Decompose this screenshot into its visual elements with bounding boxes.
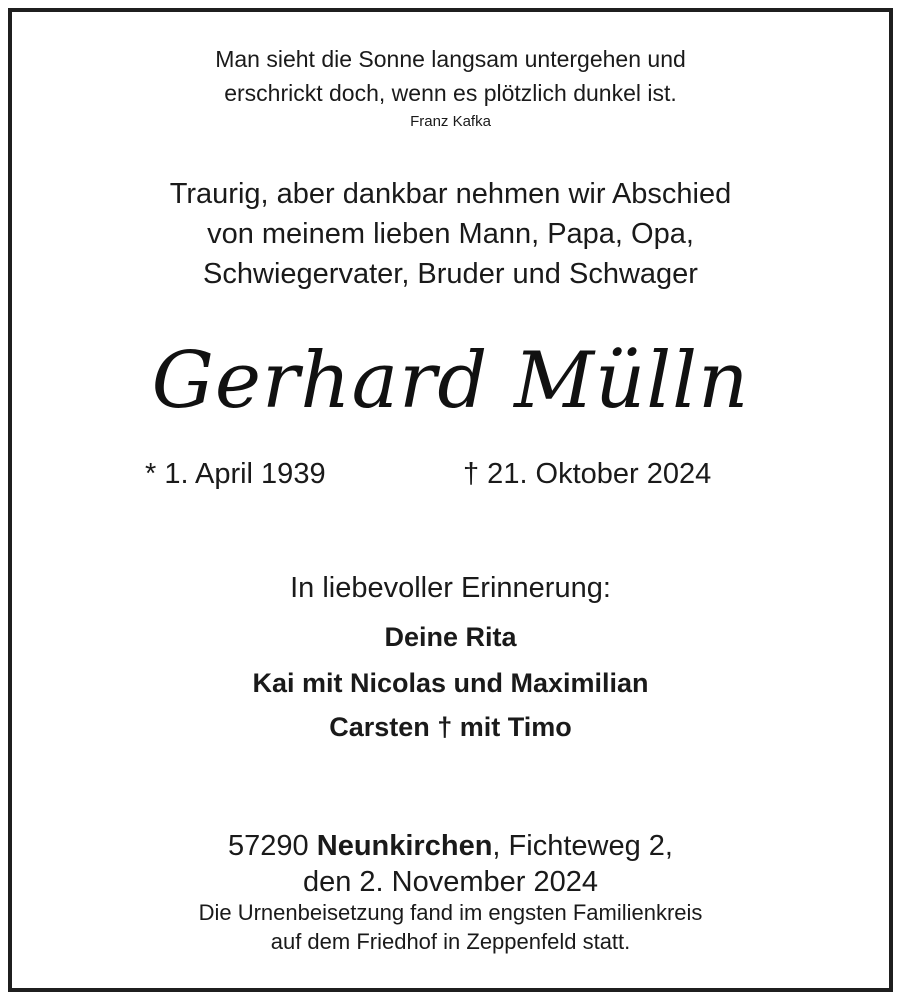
street: , Fichteweg 2,	[492, 830, 673, 862]
address-line	[0, 828, 901, 864]
death-date: † 21. Oktober 2024	[463, 458, 712, 490]
quote-author: Franz Kafka	[410, 113, 491, 130]
kafka-quote	[0, 42, 901, 110]
mourner-line: Deine Rita	[384, 622, 517, 652]
mourner-line: Carsten † mit Timo	[329, 712, 572, 742]
quote-line-2: erschrickt doch, wenn es plötzlich dunkel ist.	[224, 80, 677, 106]
quote-line-1: Man sieht die Sonne langsam untergehen und	[215, 46, 686, 72]
deceased-name: Gerhard Mülln	[151, 336, 750, 426]
postcode: 57290	[228, 830, 309, 862]
farewell-line-1: Traurig, aber dankbar nehmen wir Abschied	[169, 178, 732, 210]
notice-date: den 2. November 2024	[302, 866, 599, 898]
burial-note-line-2: auf dem Friedhof in Zeppenfeld statt.	[270, 929, 631, 954]
burial-note-line-1: Die Urnenbeisetzung fand im engsten Familienkreis	[198, 900, 703, 925]
farewell-text	[0, 174, 901, 294]
mourner-line: Kai mit Nicolas und Maximilian	[252, 668, 649, 698]
farewell-line-2: von meinem lieben Mann, Papa, Opa,	[207, 218, 694, 250]
address-block	[0, 828, 901, 900]
birth-date: * 1. April 1939	[145, 458, 326, 490]
town: Neunkirchen	[316, 830, 493, 862]
memory-heading: In liebevoller Erinnerung:	[290, 572, 611, 604]
burial-note	[0, 898, 901, 956]
farewell-line-3: Schwiegervater, Bruder und Schwager	[203, 258, 698, 290]
